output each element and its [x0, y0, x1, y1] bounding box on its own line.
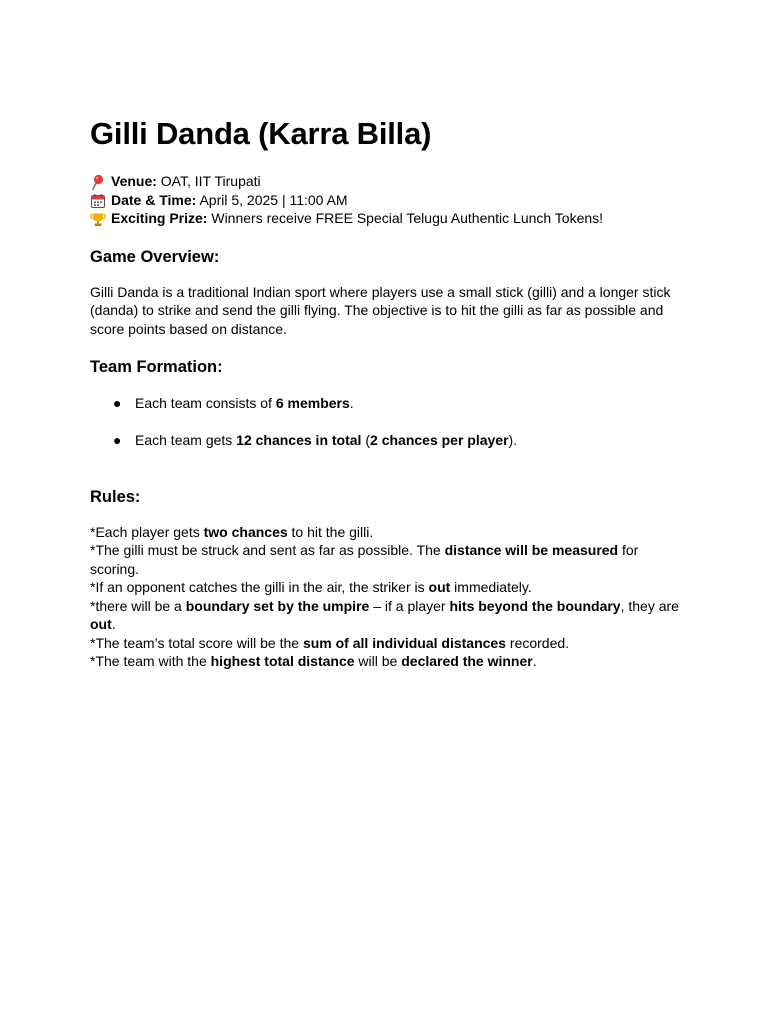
prize-label: Exciting Prize: — [111, 210, 208, 226]
calendar-icon — [90, 193, 108, 207]
team-item2-bold-total: 12 chances in total — [236, 432, 362, 448]
team-item2-end: ). — [508, 432, 518, 448]
rule-line — [90, 597, 690, 634]
rule-line — [90, 541, 690, 578]
rule-bold: out — [428, 579, 451, 595]
team-item1-end: . — [349, 395, 354, 411]
rule-text: immediately. — [450, 579, 532, 595]
rule-bold: sum of all individual distances — [302, 634, 507, 651]
rule-text: recorded. — [506, 634, 570, 651]
list-item — [90, 394, 690, 413]
venue-line — [90, 172, 690, 191]
rule-bold: declared the winner — [401, 653, 533, 669]
trophy-icon — [90, 211, 108, 225]
datetime-line — [90, 191, 690, 210]
list-item — [90, 431, 690, 450]
rule-bold: two chances — [203, 523, 288, 540]
rule-bold: highest total distance — [210, 653, 355, 669]
rule-bold: boundary set by the umpire — [185, 597, 370, 614]
team-formation-heading: Team Formation: — [90, 358, 223, 376]
rule-text: *there will be a — [90, 597, 186, 614]
rule-text: will be — [354, 653, 402, 669]
bullet-icon: ● — [113, 432, 122, 448]
datetime-label: Date & Time: — [111, 191, 197, 208]
rule-line — [90, 652, 690, 671]
rule-text: *The team with the — [90, 653, 211, 669]
rule-text: *The gilli must be struck and sent as far as possible. The — [90, 542, 445, 558]
team-item2-text: Each team gets — [135, 432, 237, 448]
rule-text: – if a player — [369, 597, 450, 614]
page-title: Gilli Danda (Karra Billa) — [90, 116, 432, 151]
rule-text: , they are — [620, 597, 679, 614]
team-formation-list — [90, 394, 690, 450]
document-page — [90, 113, 690, 671]
prize-value: Winners receive FREE Special Telugu Authentic Lunch Tokens! — [211, 210, 604, 226]
datetime-value: April 5, 2025 | 11:00 AM — [199, 191, 348, 208]
rule-bold: hits beyond the boundary — [449, 597, 621, 614]
rule-bold: distance will be measured — [444, 542, 619, 558]
prize-line — [90, 209, 690, 228]
team-item1-bold: 6 members — [275, 395, 350, 411]
rules-list — [90, 523, 690, 671]
rule-line — [90, 523, 690, 542]
rule-line — [90, 634, 690, 653]
team-item2-paren-open: ( — [361, 432, 371, 448]
bullet-icon: ● — [113, 395, 122, 411]
game-overview-text: Gilli Danda is a traditional Indian sport where players use a small stick (gilli) and a longer stick (danda) to strike and send the gilli flying. The objective is to hit the gilli as far as possible and score points based on distance. — [90, 283, 671, 337]
rule-text: *Each player gets — [90, 523, 204, 540]
pushpin-icon — [90, 174, 108, 188]
rules-heading: Rules: — [90, 487, 141, 506]
rule-line — [90, 578, 690, 597]
rule-text: . — [111, 616, 116, 632]
event-info — [90, 172, 690, 228]
venue-value: OAT, IIT Tirupati — [160, 173, 261, 189]
rule-bold: out — [90, 616, 112, 632]
rule-text: for scoring. — [90, 542, 639, 577]
rule-text: to hit the gilli. — [287, 523, 374, 540]
rule-text: . — [532, 653, 537, 669]
team-item2-bold-per-player: 2 chances per player — [370, 432, 509, 448]
rule-text: *If an opponent catches the gilli in the air, the striker is — [90, 579, 429, 595]
team-item1-text: Each team consists of — [135, 395, 276, 411]
game-overview-heading: Game Overview: — [90, 247, 220, 266]
rule-text: *The team’s total score will be the — [90, 634, 303, 651]
venue-label: Venue: — [111, 173, 157, 189]
